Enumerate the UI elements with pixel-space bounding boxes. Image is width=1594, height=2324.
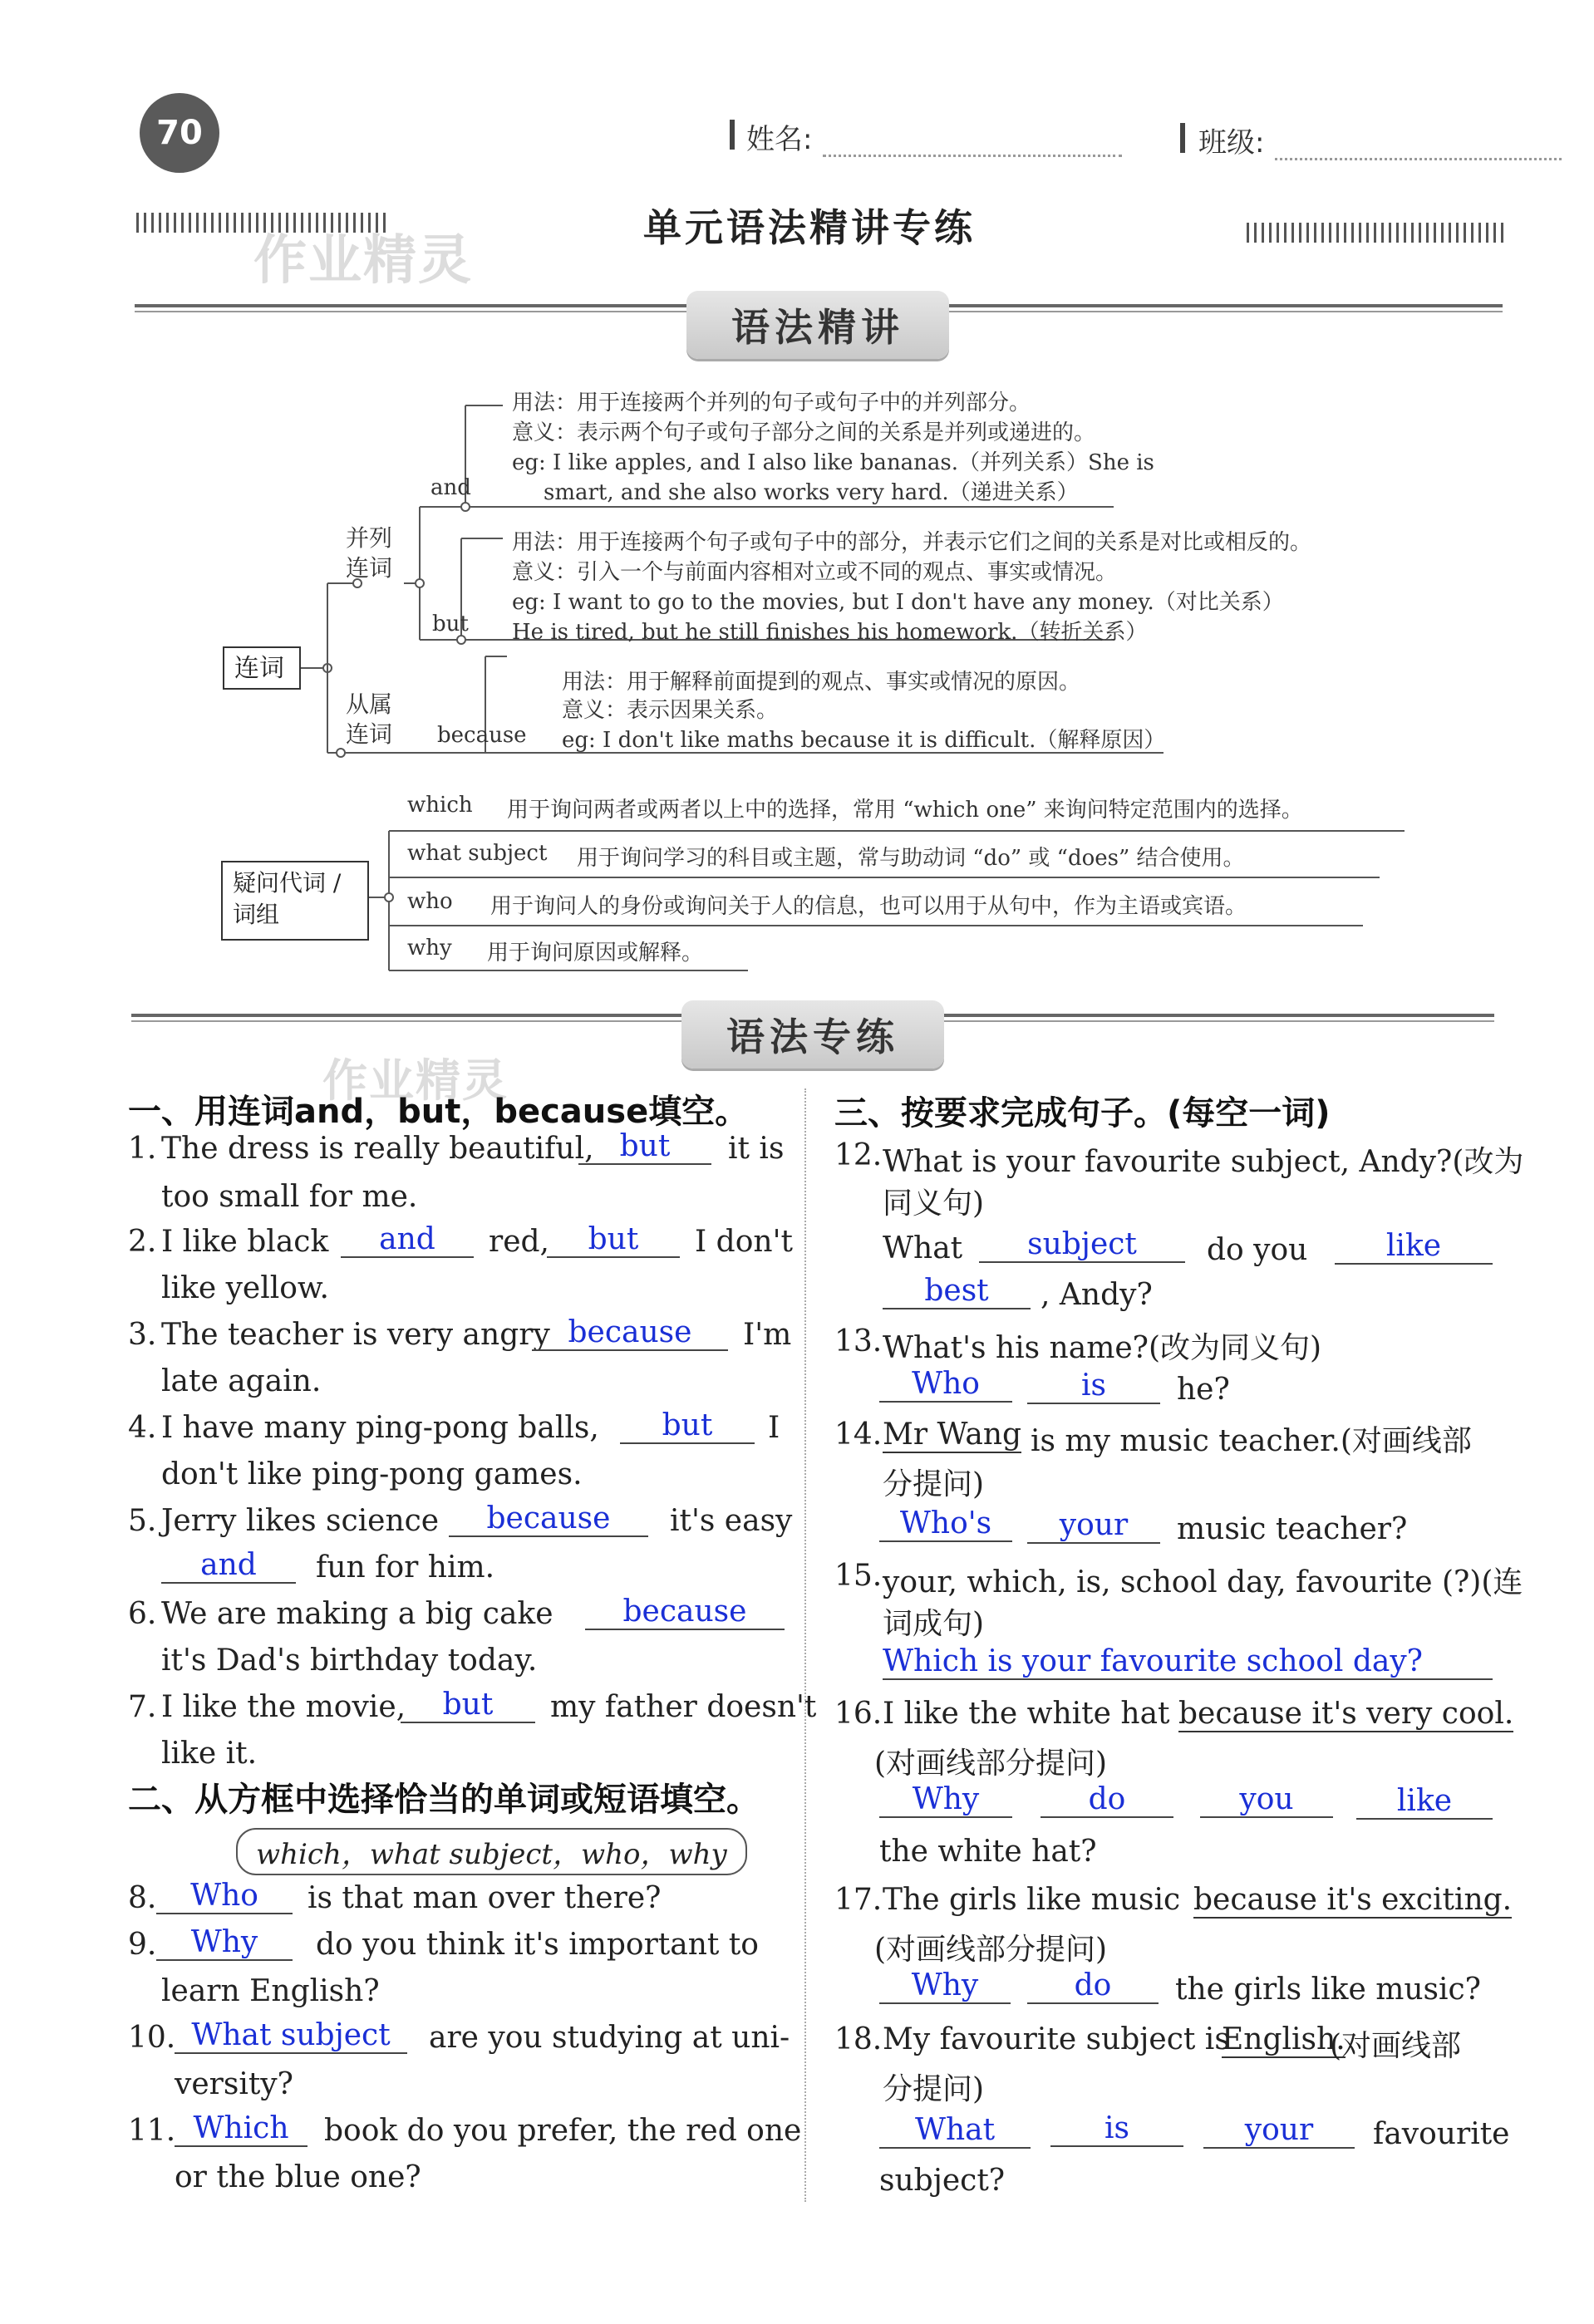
q8-answer[interactable]: Who xyxy=(156,1879,293,1914)
q12-answer-1[interactable]: subject xyxy=(979,1228,1185,1263)
q2-text-c: I don't xyxy=(695,1225,793,1259)
q10-text-a: are you studying at uni- xyxy=(429,2021,790,2055)
q6-answer[interactable]: because xyxy=(585,1595,785,1630)
page-number-badge: 70 xyxy=(140,93,219,173)
q12-answer-3[interactable]: best xyxy=(883,1275,1031,1309)
but-usage: 用法：用于连接两个句子或句子中的部分，并表示它们之间的关系是对比或相反的。 xyxy=(512,530,1312,555)
q1-text-b: it is xyxy=(728,1132,785,1166)
q10-answer[interactable]: What subject xyxy=(175,2019,407,2054)
q17-text-b: (对画线部分提问) xyxy=(874,1933,1108,1967)
q18-answer-2[interactable]: is xyxy=(1050,2112,1183,2147)
q13-answer-2[interactable]: is xyxy=(1027,1369,1160,1404)
but-word: but xyxy=(432,612,469,636)
q18-number: 18. xyxy=(834,2022,883,2056)
q16-answer-1[interactable]: Why xyxy=(879,1783,1012,1818)
q7-text-a: I like the movie, xyxy=(161,1690,406,1724)
and-meaning: 意义：表示两个句子或句子部分之间的关系是并列或递进的。 xyxy=(512,420,1096,445)
section2-tab: 语法专练 xyxy=(681,1000,944,1069)
q18-text-a: My favourite subject is xyxy=(883,2022,1230,2056)
q5-number: 5. xyxy=(128,1504,157,1538)
q7-number: 7. xyxy=(128,1690,157,1724)
q14-answer-1[interactable]: Who's xyxy=(879,1507,1012,1542)
q15-text-b: 词成句) xyxy=(883,1607,985,1641)
watermark-2: 作业精灵 xyxy=(322,1054,509,1107)
q13-text-a: What's his name?(改为同义句) xyxy=(883,1331,1322,1365)
parallel-conjunction-label: 并列 连词 xyxy=(346,524,393,582)
pronoun-why: why xyxy=(407,936,452,961)
q3-text-b: I'm xyxy=(743,1318,792,1352)
q12-number: 12. xyxy=(834,1138,883,1172)
q15-text-a: your, which, is, school day, favourite (?)(连 xyxy=(883,1565,1523,1599)
q13-number: 13. xyxy=(834,1324,883,1359)
q14-answer-2[interactable]: your xyxy=(1027,1509,1160,1544)
but-example-2: He is tired, but he still finishes his homework.（转折关系） xyxy=(512,620,1148,645)
q18-answer-3[interactable]: your xyxy=(1203,2114,1355,2149)
q16-number: 16. xyxy=(834,1697,883,1731)
q5-answer-2[interactable]: and xyxy=(161,1549,296,1584)
because-meaning: 意义：表示因果关系。 xyxy=(562,698,779,723)
q14-text-b: 分提问) xyxy=(883,1467,985,1501)
q5-answer-1[interactable]: because xyxy=(449,1502,648,1537)
q9-answer[interactable]: Why xyxy=(156,1926,293,1961)
conjunction-root-box xyxy=(223,646,301,690)
q3-text-a: The teacher is very angry xyxy=(161,1318,550,1352)
q18-text-c: favourite xyxy=(1373,2117,1510,2151)
q11-text-b: or the blue one? xyxy=(175,2160,421,2194)
pronoun-who: who xyxy=(407,889,453,914)
q16-answer-2[interactable]: do xyxy=(1041,1783,1173,1818)
and-example-2: smart, and she also works very hard.（递进关系） xyxy=(544,480,1079,505)
q16-underlined: because it's very cool. xyxy=(1178,1697,1514,1731)
pronoun-root-box: 疑问代词 / 词组 xyxy=(221,861,369,941)
q12-word-1: What xyxy=(883,1231,963,1265)
page-title: 单元语法精讲专练 xyxy=(643,205,976,250)
q8-number: 8. xyxy=(128,1881,157,1915)
q18-answer-1[interactable]: What xyxy=(879,2114,1031,2149)
q18-text-b: 分提问) xyxy=(883,2072,985,2106)
and-example-1: eg: I like apples, and I also like bananas.（并列关系）She is xyxy=(512,450,1154,475)
q17-answer-2[interactable]: do xyxy=(1027,1969,1159,2004)
q3-text-c: late again. xyxy=(161,1364,322,1398)
pronoun-what-subject: what subject xyxy=(407,841,548,866)
q9-number: 9. xyxy=(128,1928,157,1962)
q2-number: 2. xyxy=(128,1225,157,1259)
subordinate-conjunction-label: 从属 连词 xyxy=(346,690,393,748)
q17-text-a: The girls like music xyxy=(883,1883,1181,1917)
q4-number: 4. xyxy=(128,1411,157,1445)
q12-word-2: do you xyxy=(1207,1233,1308,1267)
q15-answer[interactable]: Which is your favourite school day? xyxy=(883,1645,1493,1680)
class-label: 班级: xyxy=(1198,126,1265,160)
because-usage: 用法：用于解释前面提到的观点、事实或情况的原因。 xyxy=(562,670,1081,695)
name-label: 姓名: xyxy=(746,123,813,156)
q10-number: 10. xyxy=(128,2021,176,2055)
q16-answer-4[interactable]: like xyxy=(1356,1785,1493,1820)
q14-underlined: Mr Wang xyxy=(883,1417,1022,1452)
q4-text-b: I xyxy=(768,1411,780,1445)
q3-number: 3. xyxy=(128,1318,157,1352)
part3-title: 三、按要求完成句子。(每空一词) xyxy=(834,1094,1331,1133)
q17-text-c: the girls like music? xyxy=(1175,1973,1481,2007)
pronoun-who-desc: 用于询问人的身份或询问关于人的信息，也可以用于从句中，作为主语或宾语。 xyxy=(490,894,1247,919)
q2-text-b: red, xyxy=(489,1225,550,1259)
because-word: because xyxy=(437,723,527,748)
q7-text-b: my father doesn't xyxy=(550,1690,817,1724)
pronoun-which-desc: 用于询问两者或两者以上中的选择，常用 “which one” 来询问特定范围内的选择。 xyxy=(507,798,1303,823)
q18-text-a2: (对画线部 xyxy=(1330,2029,1462,2063)
q14-text-c: music teacher? xyxy=(1177,1512,1408,1546)
column-divider xyxy=(804,1088,806,2202)
q1-text-a: The dress is really beautiful, xyxy=(161,1132,594,1166)
q1-answer[interactable]: but xyxy=(578,1130,711,1165)
q5-text-c: fun for him. xyxy=(316,1550,495,1585)
q18-underlined: English. xyxy=(1222,2022,1346,2056)
q11-number: 11. xyxy=(128,2114,176,2148)
q17-answer-1[interactable]: Why xyxy=(879,1969,1011,2004)
q1-text-c: too small for me. xyxy=(161,1180,418,1214)
q2-text-a: I like black xyxy=(161,1225,329,1259)
q16-text-a: I like the white hat xyxy=(883,1697,1170,1731)
q2-text-d: like yellow. xyxy=(161,1271,329,1305)
q17-underlined: because it's exciting. xyxy=(1193,1883,1513,1917)
q2-answer-2[interactable]: but xyxy=(547,1223,680,1258)
section1-tab: 语法精讲 xyxy=(686,291,949,359)
q8-text: is that man over there? xyxy=(307,1881,662,1915)
q5-text-b: it's easy xyxy=(670,1504,793,1538)
q7-text-c: like it. xyxy=(161,1737,258,1771)
but-example-1: eg: I want to go to the movies, but I don't have any money.（对比关系） xyxy=(512,590,1284,615)
q5-text-a: Jerry likes science xyxy=(161,1504,440,1538)
q10-text-b: versity? xyxy=(175,2067,293,2101)
q13-answer-1[interactable]: Who xyxy=(879,1368,1012,1403)
q14-number: 14. xyxy=(834,1417,883,1452)
watermark: 作业精灵 xyxy=(253,230,473,292)
q6-text-b: it's Dad's birthday today. xyxy=(161,1644,538,1678)
q18-text-d: subject? xyxy=(879,2164,1006,2198)
q9-text-a: do you think it's important to xyxy=(316,1928,759,1962)
and-usage: 用法：用于连接两个并列的句子或句子中的并列部分。 xyxy=(512,391,1031,415)
q17-number: 17. xyxy=(834,1883,883,1917)
q14-text-a: is my music teacher.(对画线部 xyxy=(1031,1424,1472,1458)
q13-text-b: he? xyxy=(1177,1373,1230,1407)
q16-text-b: (对画线部分提问) xyxy=(874,1747,1108,1781)
q9-text-b: learn English? xyxy=(161,1974,380,2008)
q4-text-a: I have many ping-pong balls, xyxy=(161,1411,599,1445)
q4-text-c: don't like ping-pong games. xyxy=(161,1457,583,1491)
pronoun-why-desc: 用于询问原因或解释。 xyxy=(487,941,704,965)
q6-number: 6. xyxy=(128,1597,157,1631)
q7-answer[interactable]: but xyxy=(401,1688,535,1723)
q4-answer[interactable]: but xyxy=(620,1409,755,1444)
pronoun-what-subject-desc: 用于询问学习的科目或主题，常与助动词 “do” 或 “does” 结合使用。 xyxy=(577,846,1245,871)
word-box: which，what subject，who，why xyxy=(236,1828,747,1875)
q16-answer-3[interactable]: you xyxy=(1200,1783,1333,1818)
because-example: eg: I don't like maths because it is difficult.（解释原因） xyxy=(562,728,1166,753)
q12-text-b: 同义句) xyxy=(883,1187,985,1221)
q16-text-c: the white hat? xyxy=(879,1835,1097,1869)
q2-answer-1[interactable]: and xyxy=(341,1223,474,1258)
q11-text-a: book do you prefer, the red one xyxy=(324,2114,802,2148)
pronoun-which: which xyxy=(407,793,473,818)
part2-title: 二、从方框中选择恰当的单词或短语填空。 xyxy=(128,1781,760,1819)
q6-text-a: We are making a big cake xyxy=(161,1597,553,1631)
and-word: and xyxy=(430,475,471,500)
q11-answer[interactable]: Which xyxy=(175,2112,307,2147)
q3-answer[interactable]: because xyxy=(532,1316,728,1351)
q12-text-c: , Andy? xyxy=(1041,1278,1153,1312)
part1-title: 一、用连词and，but，because填空。 xyxy=(128,1093,749,1131)
q12-answer-2[interactable]: like xyxy=(1335,1230,1493,1265)
conjunction-root-label: 连词 xyxy=(234,654,284,683)
q15-number: 15. xyxy=(834,1559,883,1593)
q12-text-a: What is your favourite subject, Andy?(改为 xyxy=(883,1145,1524,1179)
but-meaning: 意义：引入一个与前面内容相对立或不同的观点、事实或情况。 xyxy=(512,560,1118,585)
q1-number: 1. xyxy=(128,1132,157,1166)
